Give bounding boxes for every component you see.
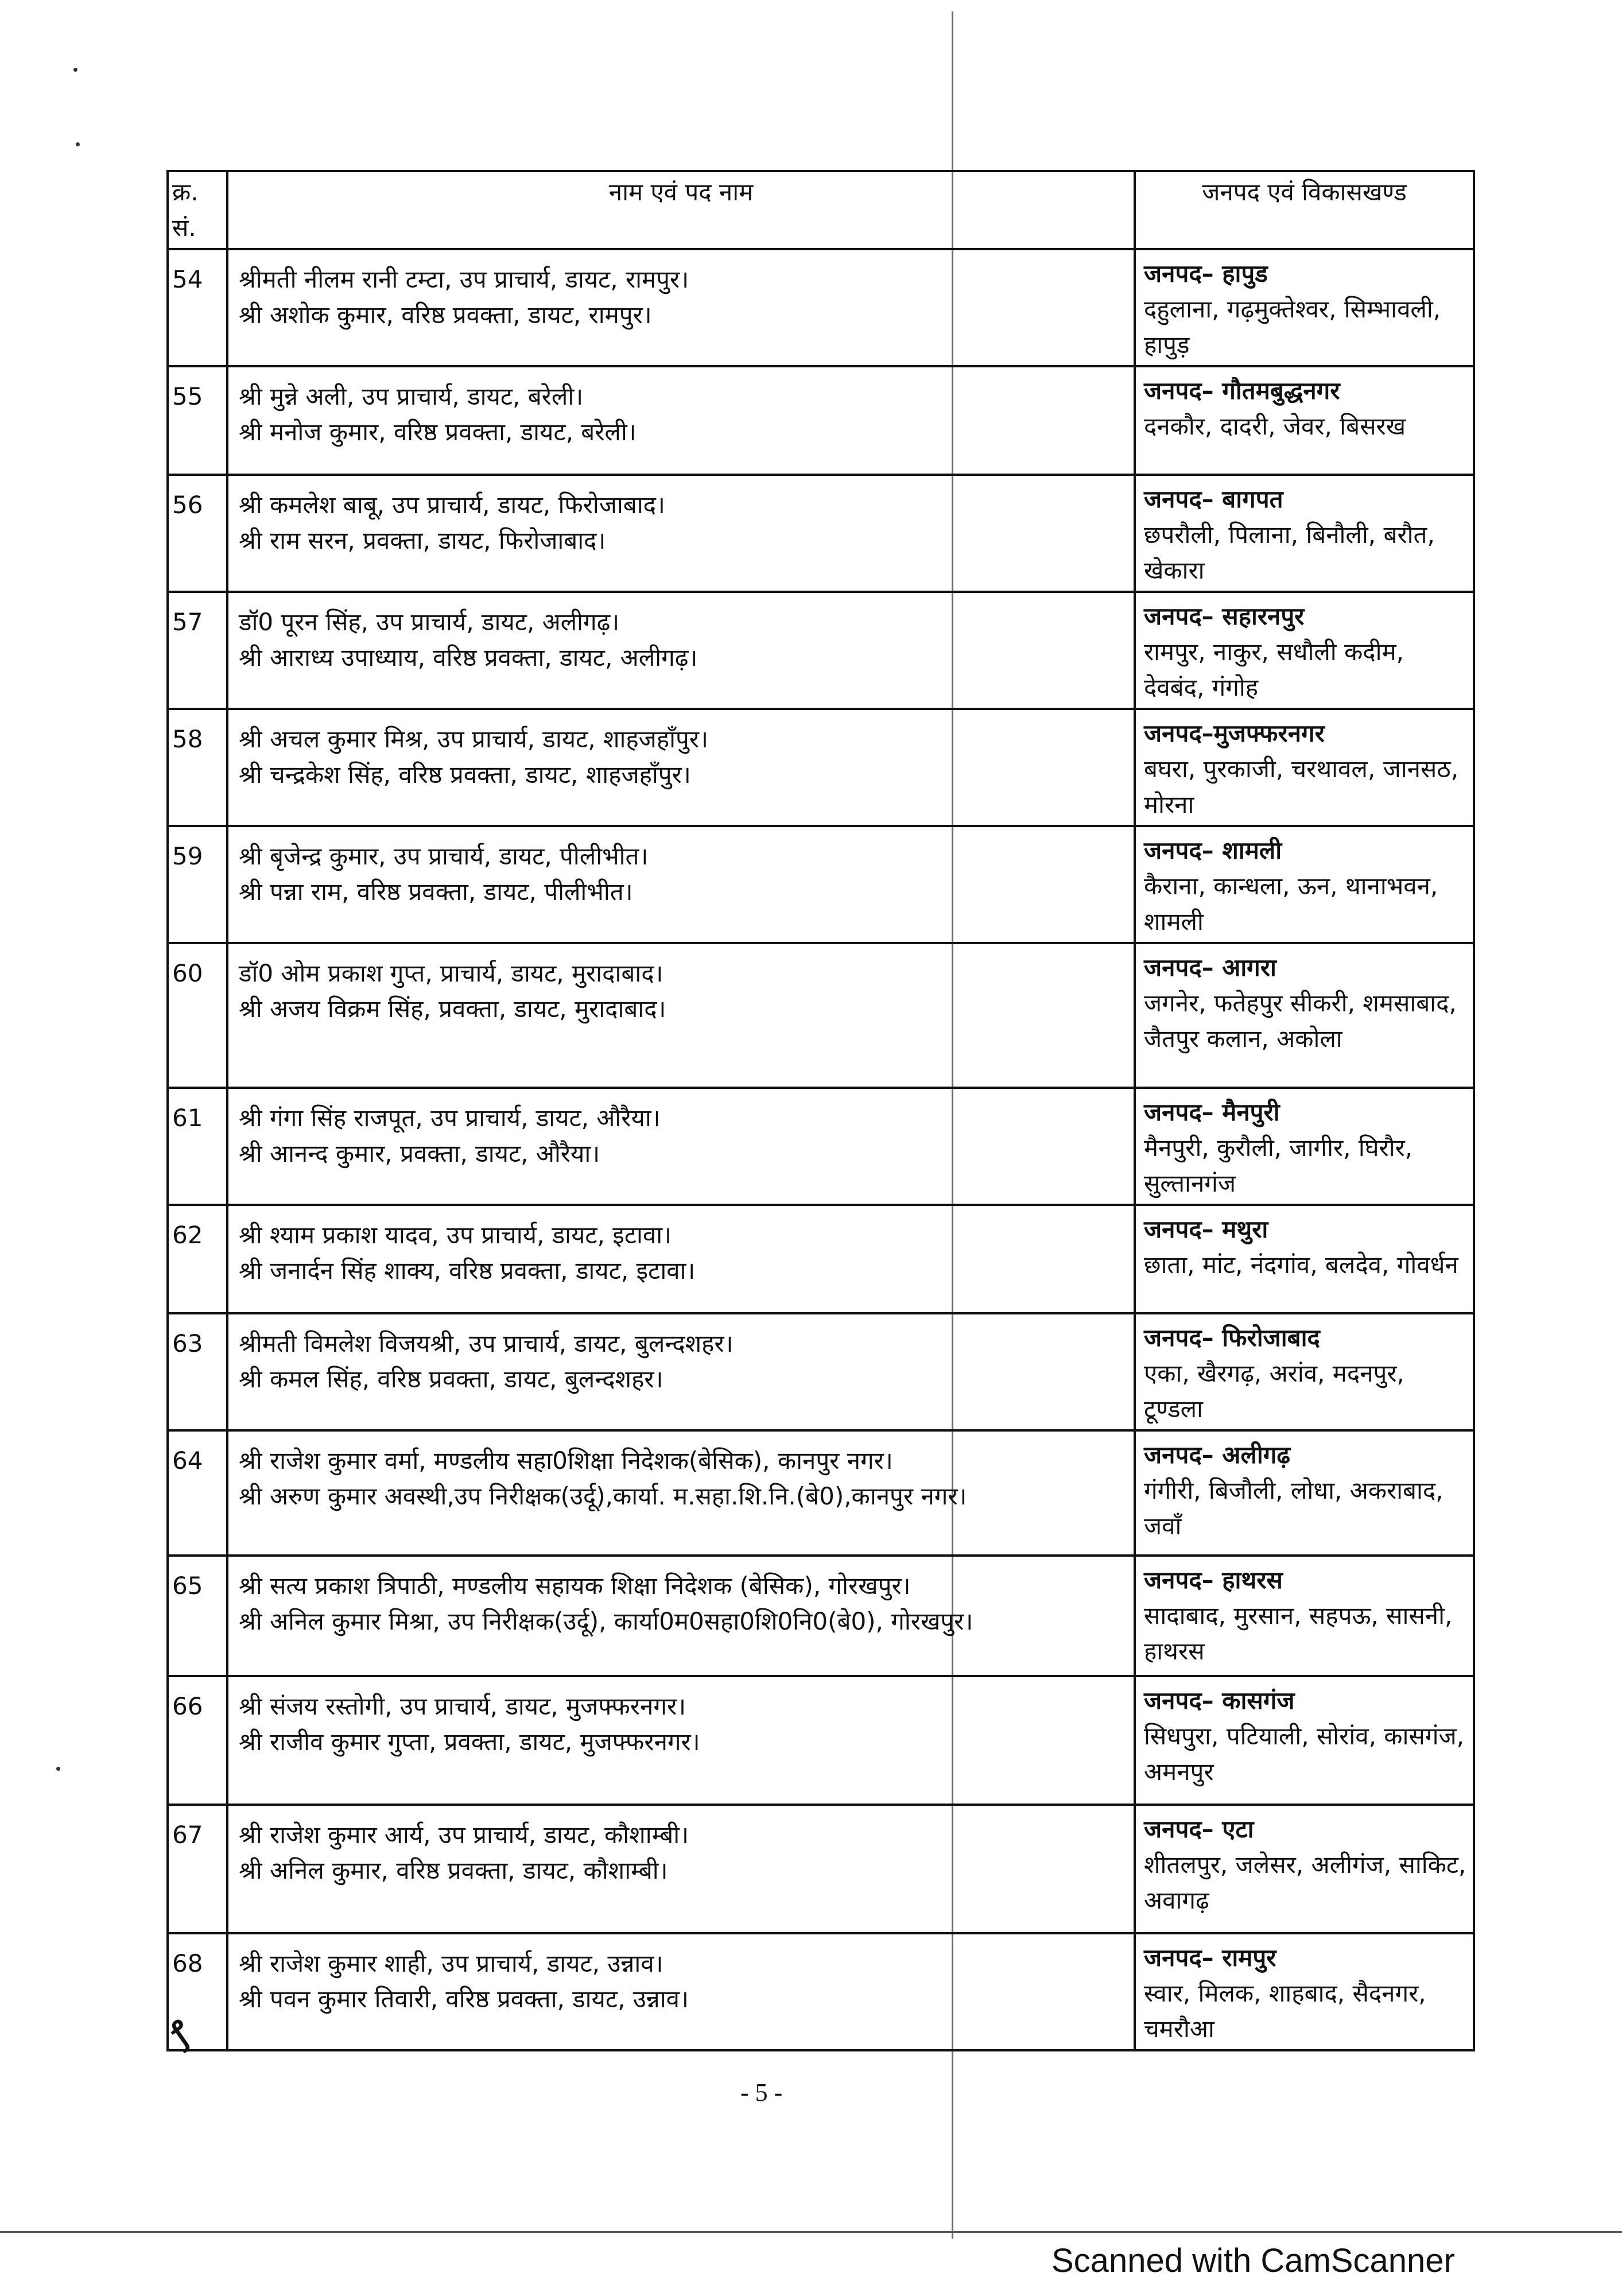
officer-name-line: श्री बृजेन्द्र कुमार, उप प्राचार्य, डायट, पीलीभीत। <box>239 842 649 870</box>
district-name: जनपद– कासगंज <box>1144 1686 1295 1715</box>
serial-number: 68 <box>168 1933 227 2050</box>
officer-name-line: श्री चन्द्रकेश सिंह, वरिष्ठ प्रवक्ता, डायट, शाहजहाँपुर। <box>239 761 691 789</box>
district-cell <box>1135 1313 1474 1430</box>
district-name: जनपद– फिरोजाबाद <box>1144 1324 1320 1352</box>
table-row <box>168 1933 1474 2050</box>
officer-name-line: श्री आराध्य उपाध्याय, वरिष्ठ प्रवक्ता, डायट, अलीगढ़। <box>239 643 698 672</box>
serial-number: 58 <box>168 709 227 826</box>
officer-name-line: श्री राजीव कुमार गुप्ता, प्रवक्ता, डायट, मुजफ्फरनगर। <box>239 1728 700 1756</box>
table-row <box>168 709 1474 826</box>
table-row <box>168 249 1474 366</box>
officer-names-cell <box>227 1430 1135 1556</box>
officer-names-cell <box>227 1676 1135 1805</box>
officer-name-line: डॉ0 ओम प्रकाश गुप्त, प्राचार्य, डायट, मुरादाबाद। <box>239 959 663 987</box>
officer-name-line: श्री अचल कुमार मिश्र, उप प्राचार्य, डायट, शाहजहाँपुर। <box>239 725 708 753</box>
district-name: जनपद– मथुरा <box>1144 1215 1268 1243</box>
serial-number: 67 <box>168 1805 227 1933</box>
officer-name-line: श्री कमलेश बाबू, उप प्राचार्य, डायट, फिरोजाबाद। <box>239 491 665 519</box>
officer-name-line: श्री पन्ना राम, वरिष्ठ प्रवक्ता, डायट, पीलीभीत। <box>239 878 633 906</box>
serial-number: 57 <box>168 592 227 709</box>
development-blocks: सिधपुरा, पटियाली, सोरांव, कासगंज, अमनपुर <box>1144 1722 1464 1786</box>
development-blocks: दहुलाना, गढ़मुक्तेश्वर, सिम्भावली, हापुड़ <box>1144 295 1441 359</box>
serial-number: 61 <box>168 1088 227 1205</box>
district-cell <box>1135 1805 1474 1933</box>
table-row <box>168 1313 1474 1430</box>
table-row <box>168 1556 1474 1676</box>
name-header: नाम एवं पद नाम <box>227 171 1135 249</box>
development-blocks: रामपुर, नाकुर, सधौली कदीम, देवबंद, गंगोह <box>1144 638 1404 701</box>
officer-name-line: श्री श्याम प्रकाश यादव, उप प्राचार्य, डायट, इटावा। <box>239 1221 672 1249</box>
development-blocks: छाता, मांट, नंदगांव, बलदेव, गोवर्धन <box>1144 1251 1458 1279</box>
serial-number: 55 <box>168 366 227 475</box>
officer-names-cell <box>227 592 1135 709</box>
table-row <box>168 943 1474 1088</box>
district-cell <box>1135 366 1474 475</box>
development-blocks: कैराना, कान्धला, ऊन, थानाभवन, शामली <box>1144 872 1438 936</box>
officer-name-line: श्री अनिल कुमार, वरिष्ठ प्रवक्ता, डायट, कौशाम्बी। <box>239 1856 668 1884</box>
serial-number: 66 <box>168 1676 227 1805</box>
officer-names-cell <box>227 1313 1135 1430</box>
officer-name-line: श्री अशोक कुमार, वरिष्ठ प्रवक्ता, डायट, रामपुर। <box>239 301 652 329</box>
officer-name-line: श्री अनिल कुमार मिश्रा, उप निरीक्षक(उर्दू), कार्या0म0सहा0शि0नि0(बे0), गोरखपुर। <box>239 1607 973 1635</box>
table-row <box>168 1088 1474 1205</box>
table-header-row <box>168 171 1474 249</box>
officer-name-line: श्री अजय विक्रम सिंह, प्रवक्ता, डायट, मुरादाबाद। <box>239 995 666 1023</box>
table-row <box>168 1676 1474 1805</box>
development-blocks: सादाबाद, मुरसान, सहपऊ, सासनी, हाथरस <box>1144 1601 1453 1665</box>
scanner-watermark: Scanned with CamScanner <box>1051 2242 1455 2279</box>
serial-number: 62 <box>168 1205 227 1313</box>
officer-name-line: श्री अरुण कुमार अवस्थी,उप निरीक्षक(उर्दू),कार्या. म.सहा.शि.नि.(बे0),कानपुर नगर। <box>239 1482 967 1510</box>
district-name: जनपद– अलीगढ़ <box>1144 1441 1290 1469</box>
scan-speck <box>56 1767 60 1771</box>
page-number: - 5 - <box>740 2078 783 2107</box>
officer-name-line: श्री पवन कुमार तिवारी, वरिष्ठ प्रवक्ता, डायट, उन्नाव। <box>239 1985 689 2013</box>
officer-names-cell <box>227 475 1135 592</box>
officer-name-line: श्री राजेश कुमार वर्मा, मण्डलीय सहा0शिक्षा निदेशक(बेसिक), कानपुर नगर। <box>239 1446 893 1475</box>
development-blocks: एका, खैरगढ़, अरांव, मदनपुर, टूण्डला <box>1144 1359 1404 1423</box>
district-header: जनपद एवं विकासखण्ड <box>1135 171 1474 249</box>
officer-names-cell <box>227 366 1135 475</box>
serial-number: 59 <box>168 826 227 943</box>
officer-name-line: श्री मनोज कुमार, वरिष्ठ प्रवक्ता, डायट, बरेली। <box>239 418 637 446</box>
serial-number: 54 <box>168 249 227 366</box>
table-row <box>168 475 1474 592</box>
district-name: जनपद– बागपत <box>1144 485 1283 513</box>
officer-names-cell <box>227 826 1135 943</box>
district-cell <box>1135 249 1474 366</box>
development-blocks: छपरौली, पिलाना, बिनौली, बरौत, खेकारा <box>1144 521 1435 584</box>
serial-number: 64 <box>168 1430 227 1556</box>
serial-header: क्र. सं. <box>168 171 227 249</box>
officer-district-table <box>166 170 1475 2051</box>
district-name: जनपद– मैनपुरी <box>1144 1098 1280 1126</box>
handwritten-initial-mark: ꝭ <box>164 2013 198 2053</box>
serial-number: 56 <box>168 475 227 592</box>
district-name: जनपद– हाथरस <box>1144 1566 1283 1594</box>
district-cell <box>1135 475 1474 592</box>
officer-name-line: श्री गंगा सिंह राजपूत, उप प्राचार्य, डायट, औरैया। <box>239 1104 661 1132</box>
serial-number: 60 <box>168 943 227 1088</box>
district-name: जनपद– सहारनपुर <box>1144 602 1305 630</box>
district-cell <box>1135 1088 1474 1205</box>
bottom-rule <box>0 2231 1622 2233</box>
table-row <box>168 592 1474 709</box>
development-blocks: मैनपुरी, कुरौली, जागीर, घिरौर, सुल्तानगंज <box>1144 1134 1413 1197</box>
district-name: जनपद– एटा <box>1144 1815 1254 1843</box>
district-name: जनपद– शामली <box>1144 836 1282 864</box>
district-cell <box>1135 592 1474 709</box>
officer-name-line: श्रीमती नीलम रानी टम्टा, उप प्राचार्य, डायट, रामपुर। <box>239 265 689 293</box>
district-cell <box>1135 826 1474 943</box>
district-cell <box>1135 1430 1474 1556</box>
serial-number: 65 <box>168 1556 227 1676</box>
officer-names-cell <box>227 1088 1135 1205</box>
table-row <box>168 1430 1474 1556</box>
district-name: जनपद– आगरा <box>1144 953 1276 982</box>
scan-speck <box>73 68 77 72</box>
officer-names-cell <box>227 1933 1135 2050</box>
officer-names-cell <box>227 1556 1135 1676</box>
officer-names-cell <box>227 249 1135 366</box>
development-blocks: दनकौर, दादरी, जेवर, बिसरख <box>1144 412 1406 440</box>
development-blocks: बघरा, पुरकाजी, चरथावल, जानसठ, मोरना <box>1144 755 1459 819</box>
table-row <box>168 366 1474 475</box>
district-name: जनपद– रामपुर <box>1144 1944 1276 1972</box>
development-blocks: गंगीरी, बिजौली, लोधा, अकराबाद, जवाँ <box>1144 1476 1443 1540</box>
officer-names-cell <box>227 1805 1135 1933</box>
officer-name-line: श्री राजेश कुमार शाही, उप प्राचार्य, डायट, उन्नाव। <box>239 1949 663 1977</box>
district-name: जनपद–मुजफ्फरनगर <box>1144 719 1325 747</box>
scan-speck <box>76 142 80 146</box>
district-name: जनपद– गौतमबुद्धनगर <box>1144 377 1340 405</box>
serial-number: 63 <box>168 1313 227 1430</box>
table-row <box>168 1805 1474 1933</box>
district-cell <box>1135 709 1474 826</box>
development-blocks: शीतलपुर, जलेसर, अलीगंज, साकिट, अवागढ़ <box>1144 1851 1466 1914</box>
officer-name-line: श्री संजय रस्तोगी, उप प्राचार्य, डायट, मुजफ्फरनगर। <box>239 1692 686 1720</box>
district-cell <box>1135 1556 1474 1676</box>
table-body <box>168 249 1474 2050</box>
officer-name-line: श्रीमती विमलेश विजयश्री, उप प्राचार्य, डायट, बुलन्दशहर। <box>239 1329 734 1358</box>
district-cell <box>1135 1676 1474 1805</box>
officer-name-line: श्री मुन्ने अली, उप प्राचार्य, डायट, बरेली। <box>239 382 584 410</box>
district-cell <box>1135 943 1474 1088</box>
officer-name-line: श्री आनन्द कुमार, प्रवक्ता, डायट, औरैया। <box>239 1139 600 1168</box>
district-cell <box>1135 1205 1474 1313</box>
officer-names-cell <box>227 709 1135 826</box>
officer-names-cell <box>227 943 1135 1088</box>
table-row <box>168 1205 1474 1313</box>
development-blocks: जगनेर, फतेहपुर सीकरी, शमसाबाद, जैतपुर कलान, अकोला <box>1144 989 1457 1053</box>
table-row <box>168 826 1474 943</box>
officer-name-line: श्री जनार्दन सिंह शाक्य, वरिष्ठ प्रवक्ता, डायट, इटावा। <box>239 1256 696 1285</box>
officer-name-line: डॉ0 पूरन सिंह, उप प्राचार्य, डायट, अलीगढ़। <box>239 608 620 636</box>
district-name: जनपद– हापुड <box>1144 259 1268 288</box>
officer-name-line: श्री राम सरन, प्रवक्ता, डायट, फिरोजाबाद। <box>239 526 606 554</box>
officer-names-cell <box>227 1205 1135 1313</box>
development-blocks: स्वार, मिलक, शाहबाद, सैदनगर, चमरौआ <box>1144 1979 1426 2043</box>
district-cell <box>1135 1933 1474 2050</box>
officer-name-line: श्री राजेश कुमार आर्य, उप प्राचार्य, डायट, कौशाम्बी। <box>239 1821 689 1849</box>
officer-name-line: श्री सत्य प्रकाश त्रिपाठी, मण्डलीय सहायक शिक्षा निदेशक (बेसिक), गोरखपुर। <box>239 1572 911 1600</box>
officer-name-line: श्री कमल सिंह, वरिष्ठ प्रवक्ता, डायट, बुलन्दशहर। <box>239 1365 663 1393</box>
